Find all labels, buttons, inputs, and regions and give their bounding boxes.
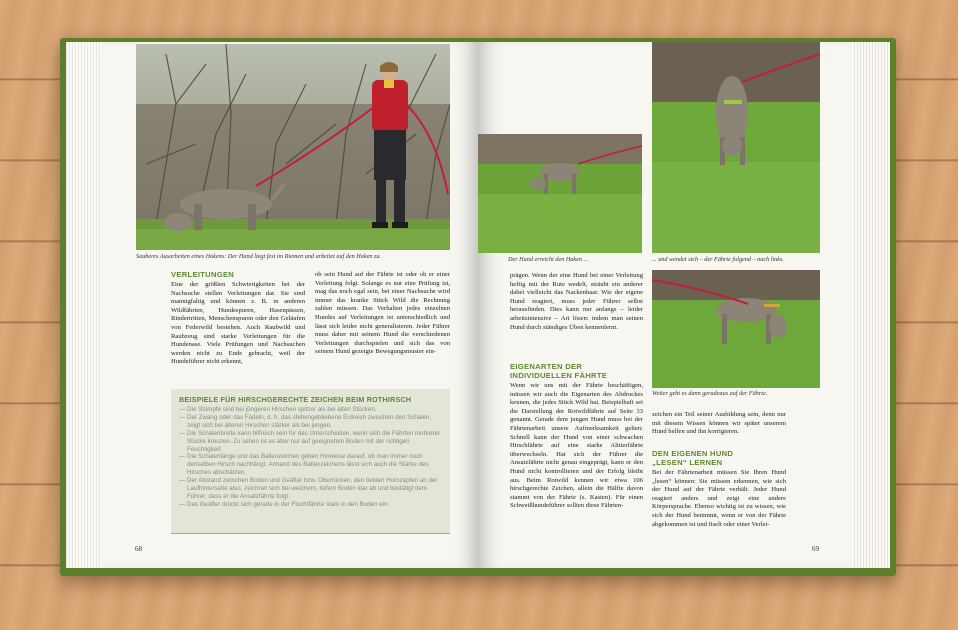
photo-caption-3: Weiter geht es dann geradeaus auf der Fährte. [652,390,768,397]
heading-line: EIGENARTEN DER [510,362,583,371]
photo-caption-2: ... und wendet sich – der Fährte folgend – nach links. [652,256,784,263]
dog-turns-left-photo [652,42,820,253]
info-box-item: — Der Abstand zwischen Boden und Geäfter bzw. Oberrücken, den beiden Hornzapfen an der Laufhinterseite also, zeichnet sich bei weichem, tiefem Boden klar ab und bestätigt dem Führer, dass er die Ansatzfährte folgt. [179,477,441,501]
info-box-item: — Der Zwang oder das Fädeln, d. h. das stehengebliebene Erdreich zwischen den Schalen, zeigt sich bei älteren Hirschen stärker als bei jungen. [179,414,441,430]
page-number-left: 68 [135,545,142,553]
info-box-item: — Die Schalenbreite kann hilfreich sein für das Unterscheiden, wenn sich die Fährten mehrerer Stücke kreuzen. Zu sehen ist es aber nur auf geeignetem Boden mit der richtigen Feuchtigkeit. [179,430,441,454]
woman-and-dog-photo [136,44,450,250]
dog-continues-photo [652,270,820,388]
left-page [66,42,478,568]
right-body-column-1: prägen. Wenn der eine Hund bei einer Verleitung heftig mit der Rute wedelt, sträubt ein anderer dabei vielleicht das Nackenhaar. Wie der eigene Hund reagiert, muss jeder Führer selbst herausfinden. Dies kann nur anfangs – leider arbeitsintensive – Art lösen: indem man seinen Hund durch ständiges Üben kennenlernt. [510,272,643,331]
body-text-column-2: ob sein Hund auf der Fährte ist oder ob er einer Verleitung folgt. Solange es nur eine Prüfung ist, mag das noch egal sein, bei einer Nachsuche wird immer das kranke Stück Wild die Rechnung zahlen müssen. Das Verhalten jedes einzelnen Hundes auf Verleitungen ist unterschiedlich und lässt sich leider nicht generalisieren. Jeder Führer muss daher mit seinem Hund die verschiedenen Verleitungen durchspielen und sich das von seinem Hund gezeigte Bewegungsmuster ein- [315,271,450,356]
heading-line: „LESEN“ LERNEN [652,458,723,467]
body-text-column-1: Eine der größten Schwierigkeiten bei der Nachsuche stellen Verleitungen dar. Sie sind mannigfaltig und können z. B. in anderen Wildfährten, Hundespuren, Hasenpässen, Rindertritten, Menschenspuren oder den Geläufen von Federwild bestehen. Auch Raubwild und Raubzeug sind starke Verleitungen für die Hundenase. Viele Prüfungen und Nachsuchen werden nicht zu Ende gebracht, weil der Hundeführer nicht erkennt, [171,281,305,366]
info-box [171,389,450,533]
section-heading-verleitungen: VERLEITUNGEN [171,270,235,279]
heading-line: DEN EIGENEN HUND [652,449,734,458]
info-box-item: — Das Geäfter drückt sich gerade in der Fluchtfährte stark in den Boden ein. [179,501,441,509]
info-box-list [179,406,441,509]
section-heading-hund-lesen [652,449,733,467]
right-body-column-2b: Bei der Fährtenarbeit müssen Sie Ihren Hund „lesen“ können: Sie müssen erkennen, wie sich der Hund auf der Fährte verhält. Jeder Hund reagiert anders und zeigt eine andere Körpersprache. Ebenso wichtig ist zu wissen, wie sich der Hund benimmt, wenn er von der Fährte abgekommen ist und fiselt oder einer Verlei- [652,469,786,528]
heading-line: INDIVIDUELLEN FÄHRTE [510,371,608,380]
left-page-edges [66,42,102,568]
info-box-item: — Die Schalenlänge und das Ballenzeichen geben Hinweise darauf, ob man immer noch denselben Hirsch nachhängt. Anhand des Ballenzeichens lässt sich auch die Stärke des Hirsches abschätzen. [179,453,441,477]
right-page [478,42,890,568]
right-body-column-1b: Wenn wir uns mit der Fährte beschäftigen, müssen wir auch die Eigenarten des Abdruckes kennen, die jedes Stück Wild hat. Beispielhaft sei die Darstellung der Rotwildfährte auf Seite 33 genannt. Gerade dem jungen Hund muss bei der Fährtenarbeit unsere Aufmerksamkeit gelten: Schnell kann der Hund von einer schwachen Hirschfährte auf eine starke Alttierfährte überwechseln. Hat sich der Führer die Ansatzfährte nicht genau eingeprägt, kann er den Hund nicht kontrollieren und der Erfolg bleibt aus. Beim Rotwild kennen wir etwa 106 hirschgerechte Zeichen, allein die Hälfte davon stammt von der Fährte (s. Kasten). Für einen Schweißhundeführer sollten diese Fährten- [510,382,643,510]
section-heading-eigenarten [510,362,607,380]
dog-reaches-hook-photo [478,134,642,253]
page-number-right: 69 [812,545,819,553]
box-bottom-rule [171,533,450,534]
info-box-item: — Die Stümpfe sind bei jüngeren Hirschen spitzer als bei alten Stücken. [179,406,441,414]
right-page-edges [852,42,890,568]
photo-caption-1: Der Hund erreicht den Haken ... [508,256,589,263]
right-body-column-2: zeichen ein Teil seiner Ausbildung sein, denn nur mit diesem Wissen können wir später unserem Hund helfen und ihn korrigieren. [652,411,786,436]
info-box-title: BEISPIELE FÜR HIRSCHGERECHTE ZEICHEN BEIM ROTHIRSCH [179,395,412,404]
photo-caption: Sauberes Ausarbeiten eines Hakens: Der Hund liegt fest im Riemen und arbeitet auf den Haken zu. [136,253,382,260]
